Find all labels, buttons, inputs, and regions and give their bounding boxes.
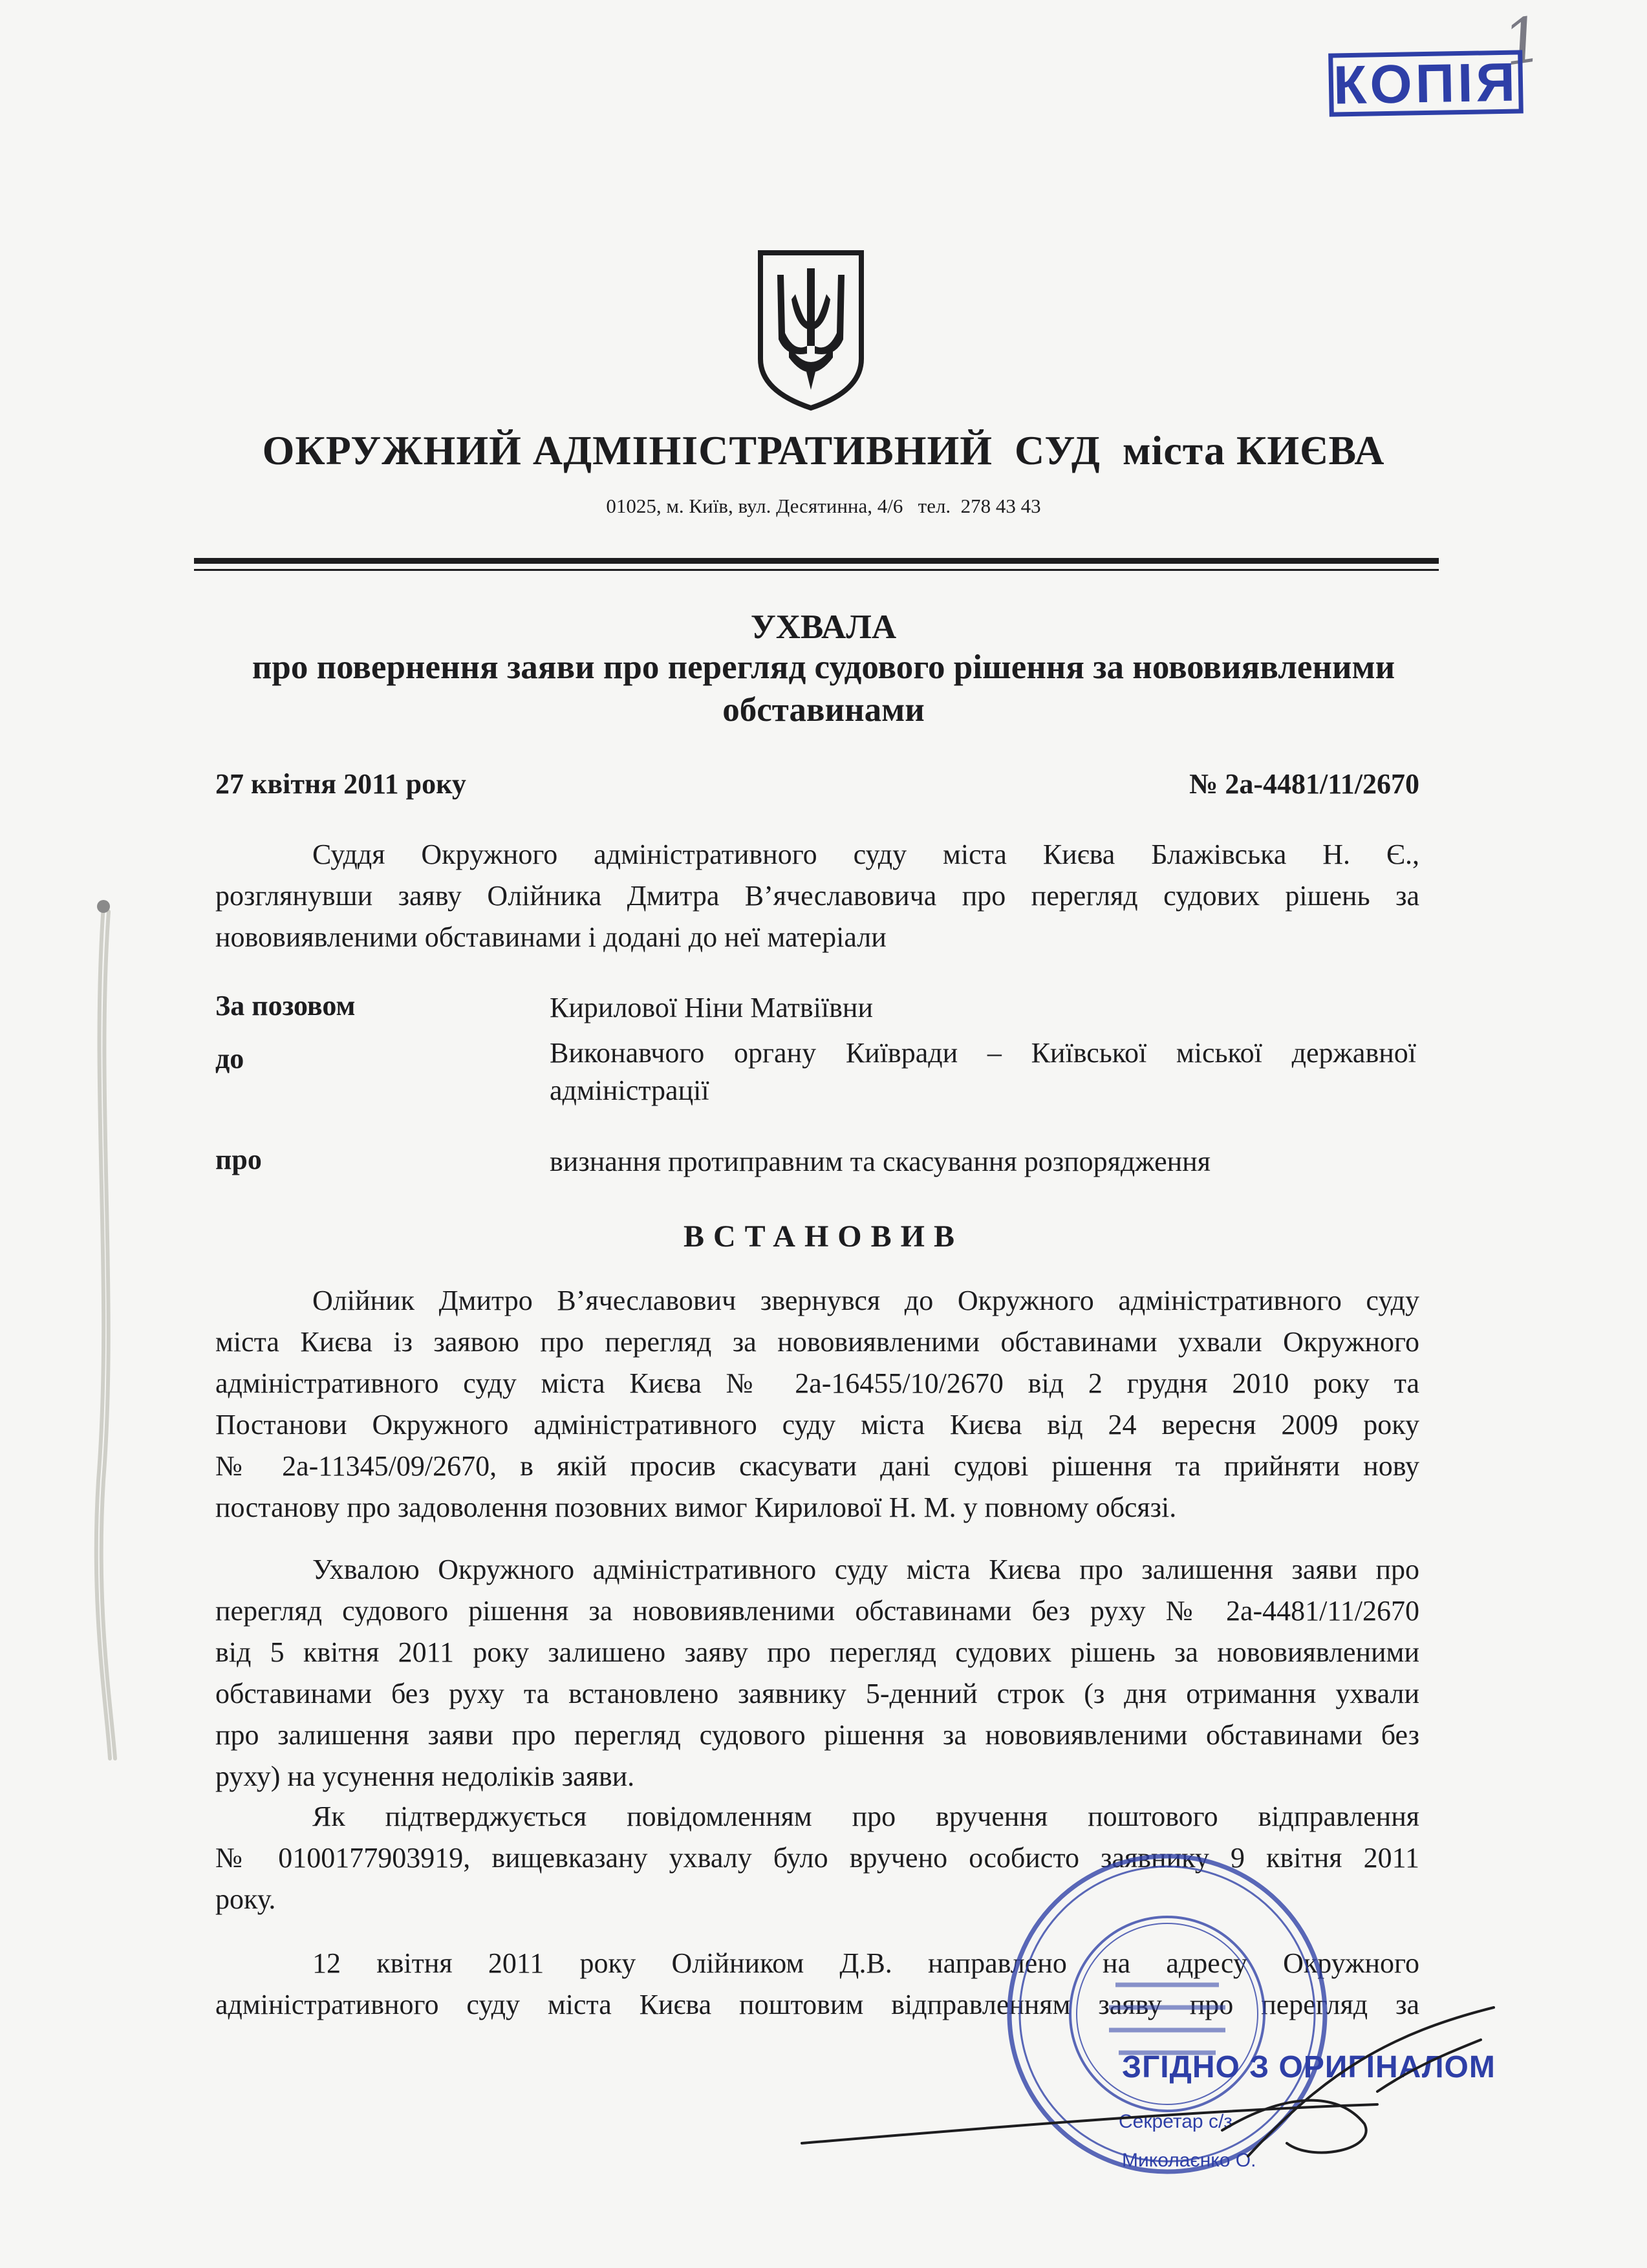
document-subtitle-line: обставинами xyxy=(722,691,925,729)
subject-value: визнання протиправним та скасування розпорядження xyxy=(550,1146,1211,1177)
paragraph-line: Постанови Окружного адміністративного суду міста Києва від 24 вересня 2009 року xyxy=(215,1409,1419,1440)
header-divider-thin xyxy=(194,569,1439,571)
paragraph-line: Як підтверджується повідомленням про вручення поштового відправлення xyxy=(312,1801,1419,1832)
secretary-title: Секретар с/з xyxy=(1119,2111,1233,2132)
document-type-heading: УХВАЛА xyxy=(750,608,897,646)
case-number: № 2а-4481/11/2670 xyxy=(1189,768,1419,800)
court-name: ОКРУЖНИЙ АДМІНІСТРАТИВНИЙ СУД міста КИЄВА xyxy=(262,427,1385,473)
signature-icon xyxy=(795,1995,1507,2201)
binding-thread xyxy=(84,899,123,1765)
claimant-value: Кирилової Ніни Матвіївни xyxy=(550,992,874,1023)
intro-line: Суддя Окружного адміністративного суду міста Києва Блажівська Н. Є., xyxy=(312,839,1419,870)
paragraph-line: Ухвалою Окружного адміністративного суду міста Києва про залишення заяви про xyxy=(312,1554,1419,1585)
paragraph-line: про залишення заяви про перегляд судового рішення за нововиявленими обставинами без xyxy=(215,1719,1419,1751)
document-subtitle-line: про повернення заяви про перегляд судового рішення за нововиявленими xyxy=(252,648,1395,686)
paragraph-line: адміністративного суду міста Києва № 2а-16455/10/2670 від 2 грудня 2010 року та xyxy=(215,1367,1419,1399)
defendant-label: до xyxy=(215,1043,244,1075)
body-paragraph xyxy=(215,1280,1419,1528)
copy-stamp-text: КОПІЯ xyxy=(1333,51,1519,115)
paragraph-line: руху) на усунення недоліків заяви. xyxy=(215,1760,635,1792)
paragraph-line: № 2а-11345/09/2670, в якій просив скасувати дані судові рішення та прийняти нову xyxy=(215,1450,1419,1482)
certified-copy-stamp: ЗГІДНО З ОРИГІНАЛОМ xyxy=(1122,2050,1496,2084)
copy-stamp xyxy=(1328,50,1523,116)
paragraph-line: адміністративного суду міста Києва поштовим відправленням заяву про перегляд за xyxy=(215,1989,1419,2020)
paragraph-line: постанову про задоволення позовних вимог Кирилової Н. М. у повному обсязі. xyxy=(215,1492,1177,1523)
claimant-label: За позовом xyxy=(215,990,356,1022)
intro-paragraph xyxy=(215,834,1419,958)
paragraph-line: від 5 квітня 2011 року залишено заяву про перегляд судових рішень за нововиявленими xyxy=(215,1636,1419,1668)
intro-line: розглянувши заяву Олійника Дмитра В’ячеславовича про перегляд судових рішень за xyxy=(215,880,1419,912)
court-address: 01025, м. Київ, вул. Десятинна, 4/6 тел. 278 43 43 xyxy=(606,495,1041,517)
intro-line: нововиявленими обставинами і додані до неї матеріали xyxy=(215,921,887,953)
header-divider-thick xyxy=(194,558,1439,564)
defendant-value: Виконавчого органу Київради – Київської міської державної адміністрації xyxy=(550,1037,1416,1106)
paragraph-line: Олійник Дмитро В’ячеславович звернувся до Окружного адміністративного суду xyxy=(312,1285,1419,1316)
established-heading: ВСТАНОВИВ xyxy=(683,1219,963,1254)
secretary-name: Миколаєнко О. xyxy=(1122,2150,1256,2171)
paragraph-line: перегляд судового рішення за нововиявленими обставинами без руху № 2а-4481/11/2670 xyxy=(215,1595,1419,1627)
paragraph-line: року. xyxy=(215,1883,276,1915)
subject-label: про xyxy=(215,1144,262,1175)
body-paragraph xyxy=(215,1549,1419,1797)
page-number: 1 xyxy=(1498,3,1548,80)
paragraph-line: обставинами без руху та встановлено заявнику 5-денний строк (з дня отримання ухвали xyxy=(215,1678,1419,1709)
coat-of-arms-icon xyxy=(755,249,867,411)
paragraph-line: № 0100177903919, вищевказану ухвалу було вручено особисто заявнику 9 квітня 2011 xyxy=(215,1842,1419,1874)
paragraph-line: міста Києва із заявою про перегляд за нововиявленими обставинами ухвали Окружного xyxy=(215,1326,1419,1358)
paragraph-line: 12 квітня 2011 року Олійником Д.В. направлено на адресу Окружного xyxy=(312,1947,1419,1979)
document-date: 27 квітня 2011 року xyxy=(215,768,466,800)
